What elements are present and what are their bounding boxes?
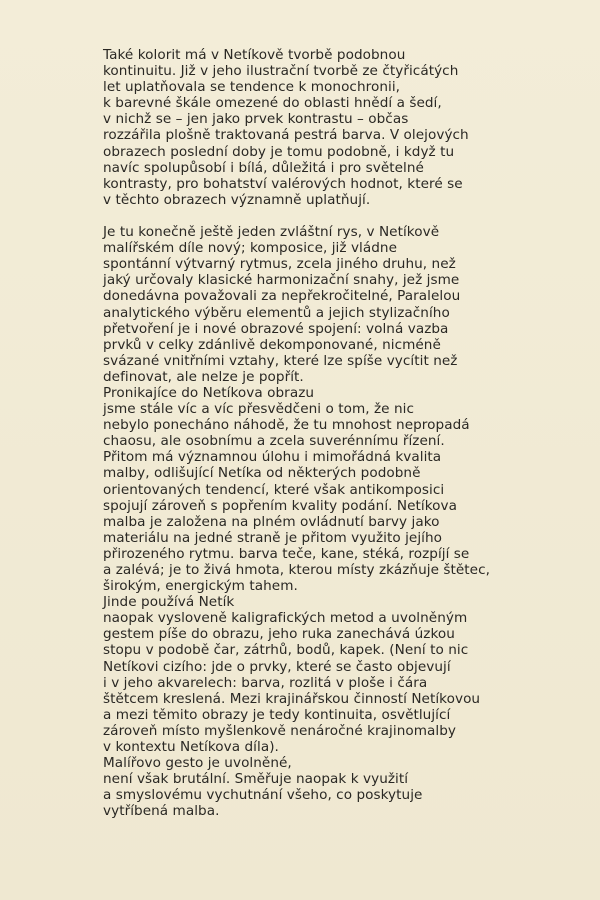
text-line: zároveň místo myšlenkově nenáročné krajinomalby bbox=[103, 722, 456, 739]
text-line: let uplatňovala se tendence k monochronii, bbox=[103, 79, 401, 96]
text-line: navíc spolupůsobí i bílá, důležitá i pro světelné bbox=[103, 159, 424, 176]
text-line: v těchto obrazech významně uplatňují. bbox=[103, 191, 371, 208]
text-line: není však brutální. Směřuje naopak k využití bbox=[103, 771, 409, 788]
text-line: definovat, ale nelze je popřít. bbox=[103, 368, 304, 385]
text-line: kontinuitu. Již v jeho ilustrační tvorbě ze čtyřicátých bbox=[103, 63, 459, 80]
text-line: k barevné škále omezené do oblasti hnědí a šedí, bbox=[103, 95, 442, 112]
text-line: Přitom má významnou úlohu i mimořádná kvalita bbox=[103, 449, 442, 466]
text-line: jsme stále víc a víc přesvědčeni o tom, že nic bbox=[103, 401, 414, 418]
text-line: a mezi těmito obrazy je tedy kontinuita, osvětlující bbox=[103, 706, 451, 723]
text-line: naopak vysloveně kaligrafických metod a uvolněným bbox=[103, 610, 468, 627]
text-line: Je tu konečně ještě jeden zvláštní rys, v Netíkově bbox=[103, 224, 440, 241]
text-line: Také kolorit má v Netíkově tvorbě podobnou bbox=[103, 47, 406, 63]
text-line: svázané vnitřními vztahy, které lze spíše vycítit než bbox=[103, 352, 458, 369]
text-line: i v jeho akvarelech: barva, rozlitá v ploše i čára bbox=[103, 674, 428, 691]
text-line: Pronikajíce do Netíkova obrazu bbox=[103, 384, 315, 401]
paragraph bbox=[103, 224, 573, 819]
text-line: malba je založena na plném ovládnutí barvy jako bbox=[103, 513, 440, 530]
text-line: jaký určovaly klasické harmonizační snahy, jež jsme bbox=[103, 272, 460, 289]
text-line: přirozeného rytmu. barva teče, kane, stéká, rozpíjí se bbox=[103, 545, 470, 562]
text-line: Netíkovi cizího: jde o prvky, které se často objevují bbox=[103, 658, 451, 675]
text-line: širokým, energickým tahem. bbox=[103, 578, 298, 595]
text-line: a smyslovému vychutnání všeho, co poskytuje bbox=[103, 787, 423, 804]
text-line: prvků v celky zdánlivě dekomponované, nicméně bbox=[103, 336, 441, 353]
text-line: nebylo ponecháno náhodě, že tu mnohost nepropadá bbox=[103, 417, 470, 434]
body-text bbox=[103, 47, 573, 820]
text-line: Jinde používá Netík bbox=[103, 594, 235, 611]
text-line: orientovaných tendencí, které však antikomposici bbox=[103, 481, 445, 498]
text-line: chaosu, ale osobnímu a zcela suverénnímu řízení. bbox=[103, 433, 445, 450]
text-line: spojují zároveň s popřením kvality podání. Netíkova bbox=[103, 497, 458, 514]
text-line: v nichž se – jen jako prvek kontrastu – občas bbox=[103, 111, 409, 128]
text-line: přetvoření je i nové obrazové spojení: volná vazba bbox=[103, 320, 449, 337]
paragraph-gap bbox=[103, 208, 573, 224]
text-line: rozzářila plošně traktovaná pestrá barva. V olejových bbox=[103, 127, 469, 144]
text-line: obrazech poslední doby je tomu podobně, i když tu bbox=[103, 143, 455, 160]
text-line: štětcem kreslená. Mezi krajinářskou činností Netíkovou bbox=[103, 690, 481, 707]
text-line: vytříbená malba. bbox=[103, 803, 220, 820]
text-line: materiálu na jedné straně je přitom využito jejího bbox=[103, 529, 443, 546]
text-line: malby, odlišující Netíka od některých podobně bbox=[103, 465, 421, 482]
text-line: v kontextu Netíkova díla). bbox=[103, 739, 279, 756]
text-line: stopu v podobě čar, zátrhů, bodů, kapek. (Není to nic bbox=[103, 642, 469, 659]
text-line: Malířovo gesto je uvolněné, bbox=[103, 755, 292, 772]
text-line: analytického výběru elementů a jejich stylizačního bbox=[103, 304, 450, 321]
text-line: donedávna považovali za nepřekročitelné, Paralelou bbox=[103, 288, 461, 305]
text-line: malířském díle nový; komposice, již vládne bbox=[103, 240, 397, 257]
text-line: kontrasty, pro bohatství valérových hodnot, které se bbox=[103, 175, 463, 192]
text-line: spontánní výtvarný rytmus, zcela jiného druhu, než bbox=[103, 256, 456, 273]
paragraph bbox=[103, 47, 573, 208]
text-line: gestem píše do obrazu, jeho ruka zanechává úzkou bbox=[103, 626, 455, 643]
text-line: a zalévá; je to živá hmota, kterou místy zkázňuje štětec, bbox=[103, 562, 490, 578]
